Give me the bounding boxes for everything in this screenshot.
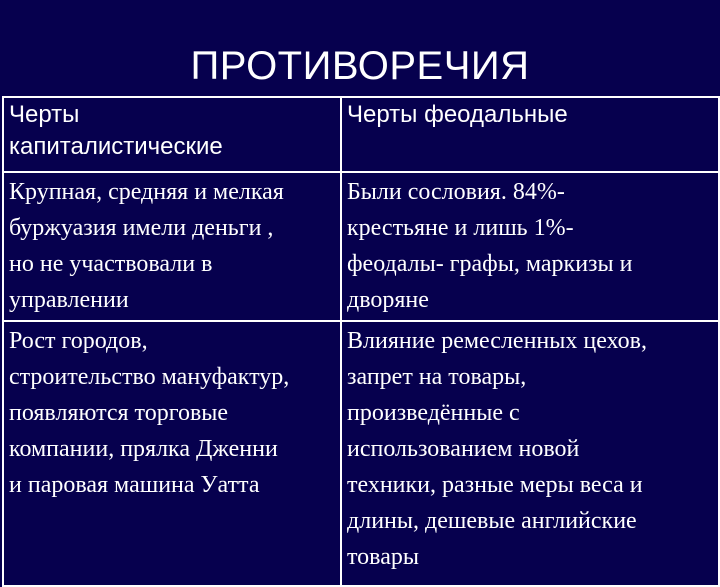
header-capitalist bbox=[3, 97, 341, 172]
cell-line: но не участвовали в bbox=[9, 251, 213, 277]
header-line: Черты феодальные bbox=[347, 101, 568, 128]
cell-line: произведённые с bbox=[347, 400, 520, 426]
cell-capitalist-1 bbox=[3, 172, 341, 321]
cell-line: использованием новой bbox=[347, 436, 580, 462]
cell-capitalist-2 bbox=[3, 321, 341, 586]
header-feudal bbox=[341, 97, 719, 172]
table-row bbox=[3, 321, 719, 586]
cell-line: строительство мануфактур, bbox=[9, 364, 290, 390]
comparison-table bbox=[2, 96, 720, 587]
cell-line: компании, прялка Дженни bbox=[9, 436, 278, 462]
header-line: капиталистические bbox=[9, 133, 223, 160]
cell-feudal-1 bbox=[341, 172, 719, 321]
cell-line: длины, дешевые английские bbox=[347, 508, 637, 534]
cell-line: управлении bbox=[9, 287, 129, 313]
cell-line: дворяне bbox=[347, 287, 429, 313]
cell-line: буржуазия имели деньги , bbox=[9, 215, 274, 241]
cell-line: Крупная, средняя и мелкая bbox=[9, 179, 284, 205]
slide-title: ПРОТИВОРЕЧИЯ bbox=[190, 44, 530, 88]
cell-line: Влияние ремесленных цехов, bbox=[347, 328, 647, 354]
table-header-row bbox=[3, 97, 719, 172]
table-row bbox=[3, 172, 719, 321]
cell-line: крестьяне и лишь 1%- bbox=[347, 215, 574, 241]
cell-line: товары bbox=[347, 544, 419, 570]
header-line: Черты bbox=[9, 101, 80, 128]
cell-line: запрет на товары, bbox=[347, 364, 527, 390]
cell-line: феодалы- графы, маркизы и bbox=[347, 251, 633, 277]
cell-line: Рост городов, bbox=[9, 328, 148, 354]
cell-line: техники, разные меры веса и bbox=[347, 472, 643, 498]
cell-line: Были сословия. 84%- bbox=[347, 179, 565, 205]
cell-line: появляются торговые bbox=[9, 400, 229, 426]
cell-feudal-2 bbox=[341, 321, 719, 586]
cell-line: и паровая машина Уатта bbox=[9, 472, 260, 498]
